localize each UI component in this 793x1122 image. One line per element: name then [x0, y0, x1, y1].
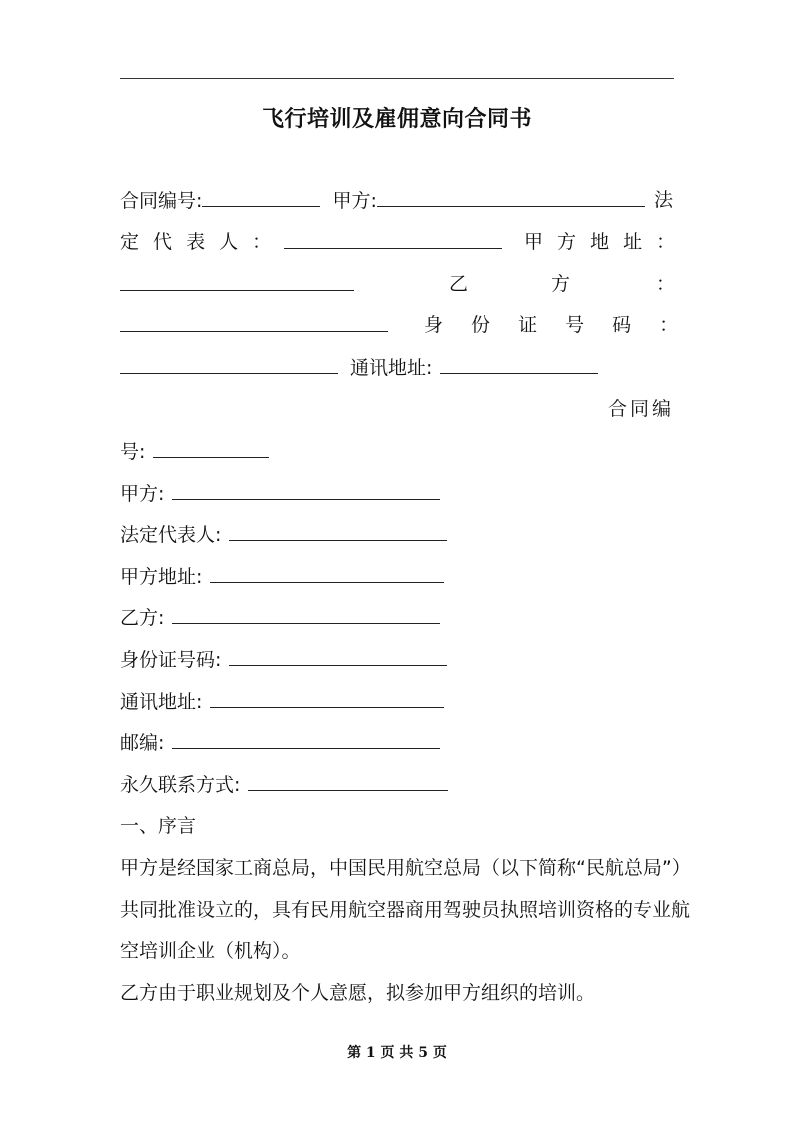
field-blank[interactable]: [229, 646, 447, 666]
section-heading: 一、序言: [120, 815, 197, 837]
field-permanent-contact: [120, 771, 448, 798]
contract-no-right: 合同编: [607, 398, 674, 420]
id-no-blank[interactable]: [120, 354, 338, 374]
field-blank[interactable]: [248, 771, 448, 791]
party-a-label: 甲方:: [332, 190, 377, 212]
contract-no-label: 合同编号:: [120, 190, 203, 212]
party-b-char-2: 方: [551, 273, 571, 295]
paragraph-line: 乙方由于职业规划及个人意愿，拟参加甲方组织的培训。: [120, 982, 596, 1004]
legal-rep-start: 法: [654, 189, 674, 211]
field-blank[interactable]: [172, 480, 440, 500]
field-label: 身份证号码:: [120, 649, 222, 671]
paragraph-line: 甲方是经国家工商总局，中国民用航空总局（以下简称“民航总局”）: [120, 857, 691, 879]
id-no-label: 身 份 证 号 码 ：: [424, 314, 690, 336]
field-party-b: [120, 604, 440, 631]
field-blank[interactable]: [210, 688, 444, 708]
field-label: 永久联系方式:: [120, 774, 241, 796]
addr-a-label: 甲 方 地 址 ：: [524, 231, 680, 253]
field-label: 号:: [120, 441, 146, 463]
party-a-blank[interactable]: [377, 187, 645, 207]
field-label: 甲方地址:: [120, 566, 203, 588]
field-blank[interactable]: [153, 438, 269, 458]
contract-no-blank[interactable]: [202, 187, 320, 207]
legal-rep-label: 定 代 表 人 ：: [120, 231, 276, 253]
legal-rep-blank[interactable]: [284, 229, 502, 249]
party-b-colon: ：: [656, 273, 676, 295]
top-rule: [120, 78, 674, 79]
header-line-5: [120, 354, 598, 381]
field-label: 通讯地址:: [120, 691, 203, 713]
field-contact-addr: [120, 688, 444, 715]
party-b-blank-wrap: [120, 312, 388, 339]
field-party-a: [120, 480, 440, 507]
addr-a-blank[interactable]: [120, 271, 354, 291]
field-id-no: [120, 646, 447, 673]
header-line-1: [120, 187, 645, 214]
field-blank[interactable]: [210, 563, 444, 583]
field-blank[interactable]: [229, 521, 447, 541]
contact-addr-blank[interactable]: [440, 354, 598, 374]
paragraph-line: 空培训企业（机构）。: [120, 940, 301, 962]
party-b-char-1: 乙: [449, 273, 469, 295]
field-blank[interactable]: [172, 729, 440, 749]
addr-a-blank-wrap: [120, 271, 354, 298]
field-postcode: [120, 729, 440, 756]
legal-rep-blank-wrap: [284, 229, 502, 256]
field-contract-no: [120, 438, 269, 465]
field-label: 邮编:: [120, 732, 165, 754]
field-label: 法定代表人:: [120, 524, 222, 546]
field-legal-rep: [120, 521, 447, 548]
party-b-blank[interactable]: [120, 312, 388, 332]
field-blank[interactable]: [172, 604, 440, 624]
field-addr-a: [120, 563, 444, 590]
field-label: 甲方:: [120, 483, 165, 505]
contact-addr-label: 通讯地址:: [350, 357, 433, 379]
page-footer: 第 1 页 共 5 页: [347, 1045, 447, 1061]
document-title: 飞行培训及雇佣意向合同书: [261, 107, 532, 132]
paragraph-line: 共同批准设立的，具有民用航空器商用驾驶员执照培训资格的专业航: [120, 899, 691, 921]
field-label: 乙方:: [120, 607, 165, 629]
